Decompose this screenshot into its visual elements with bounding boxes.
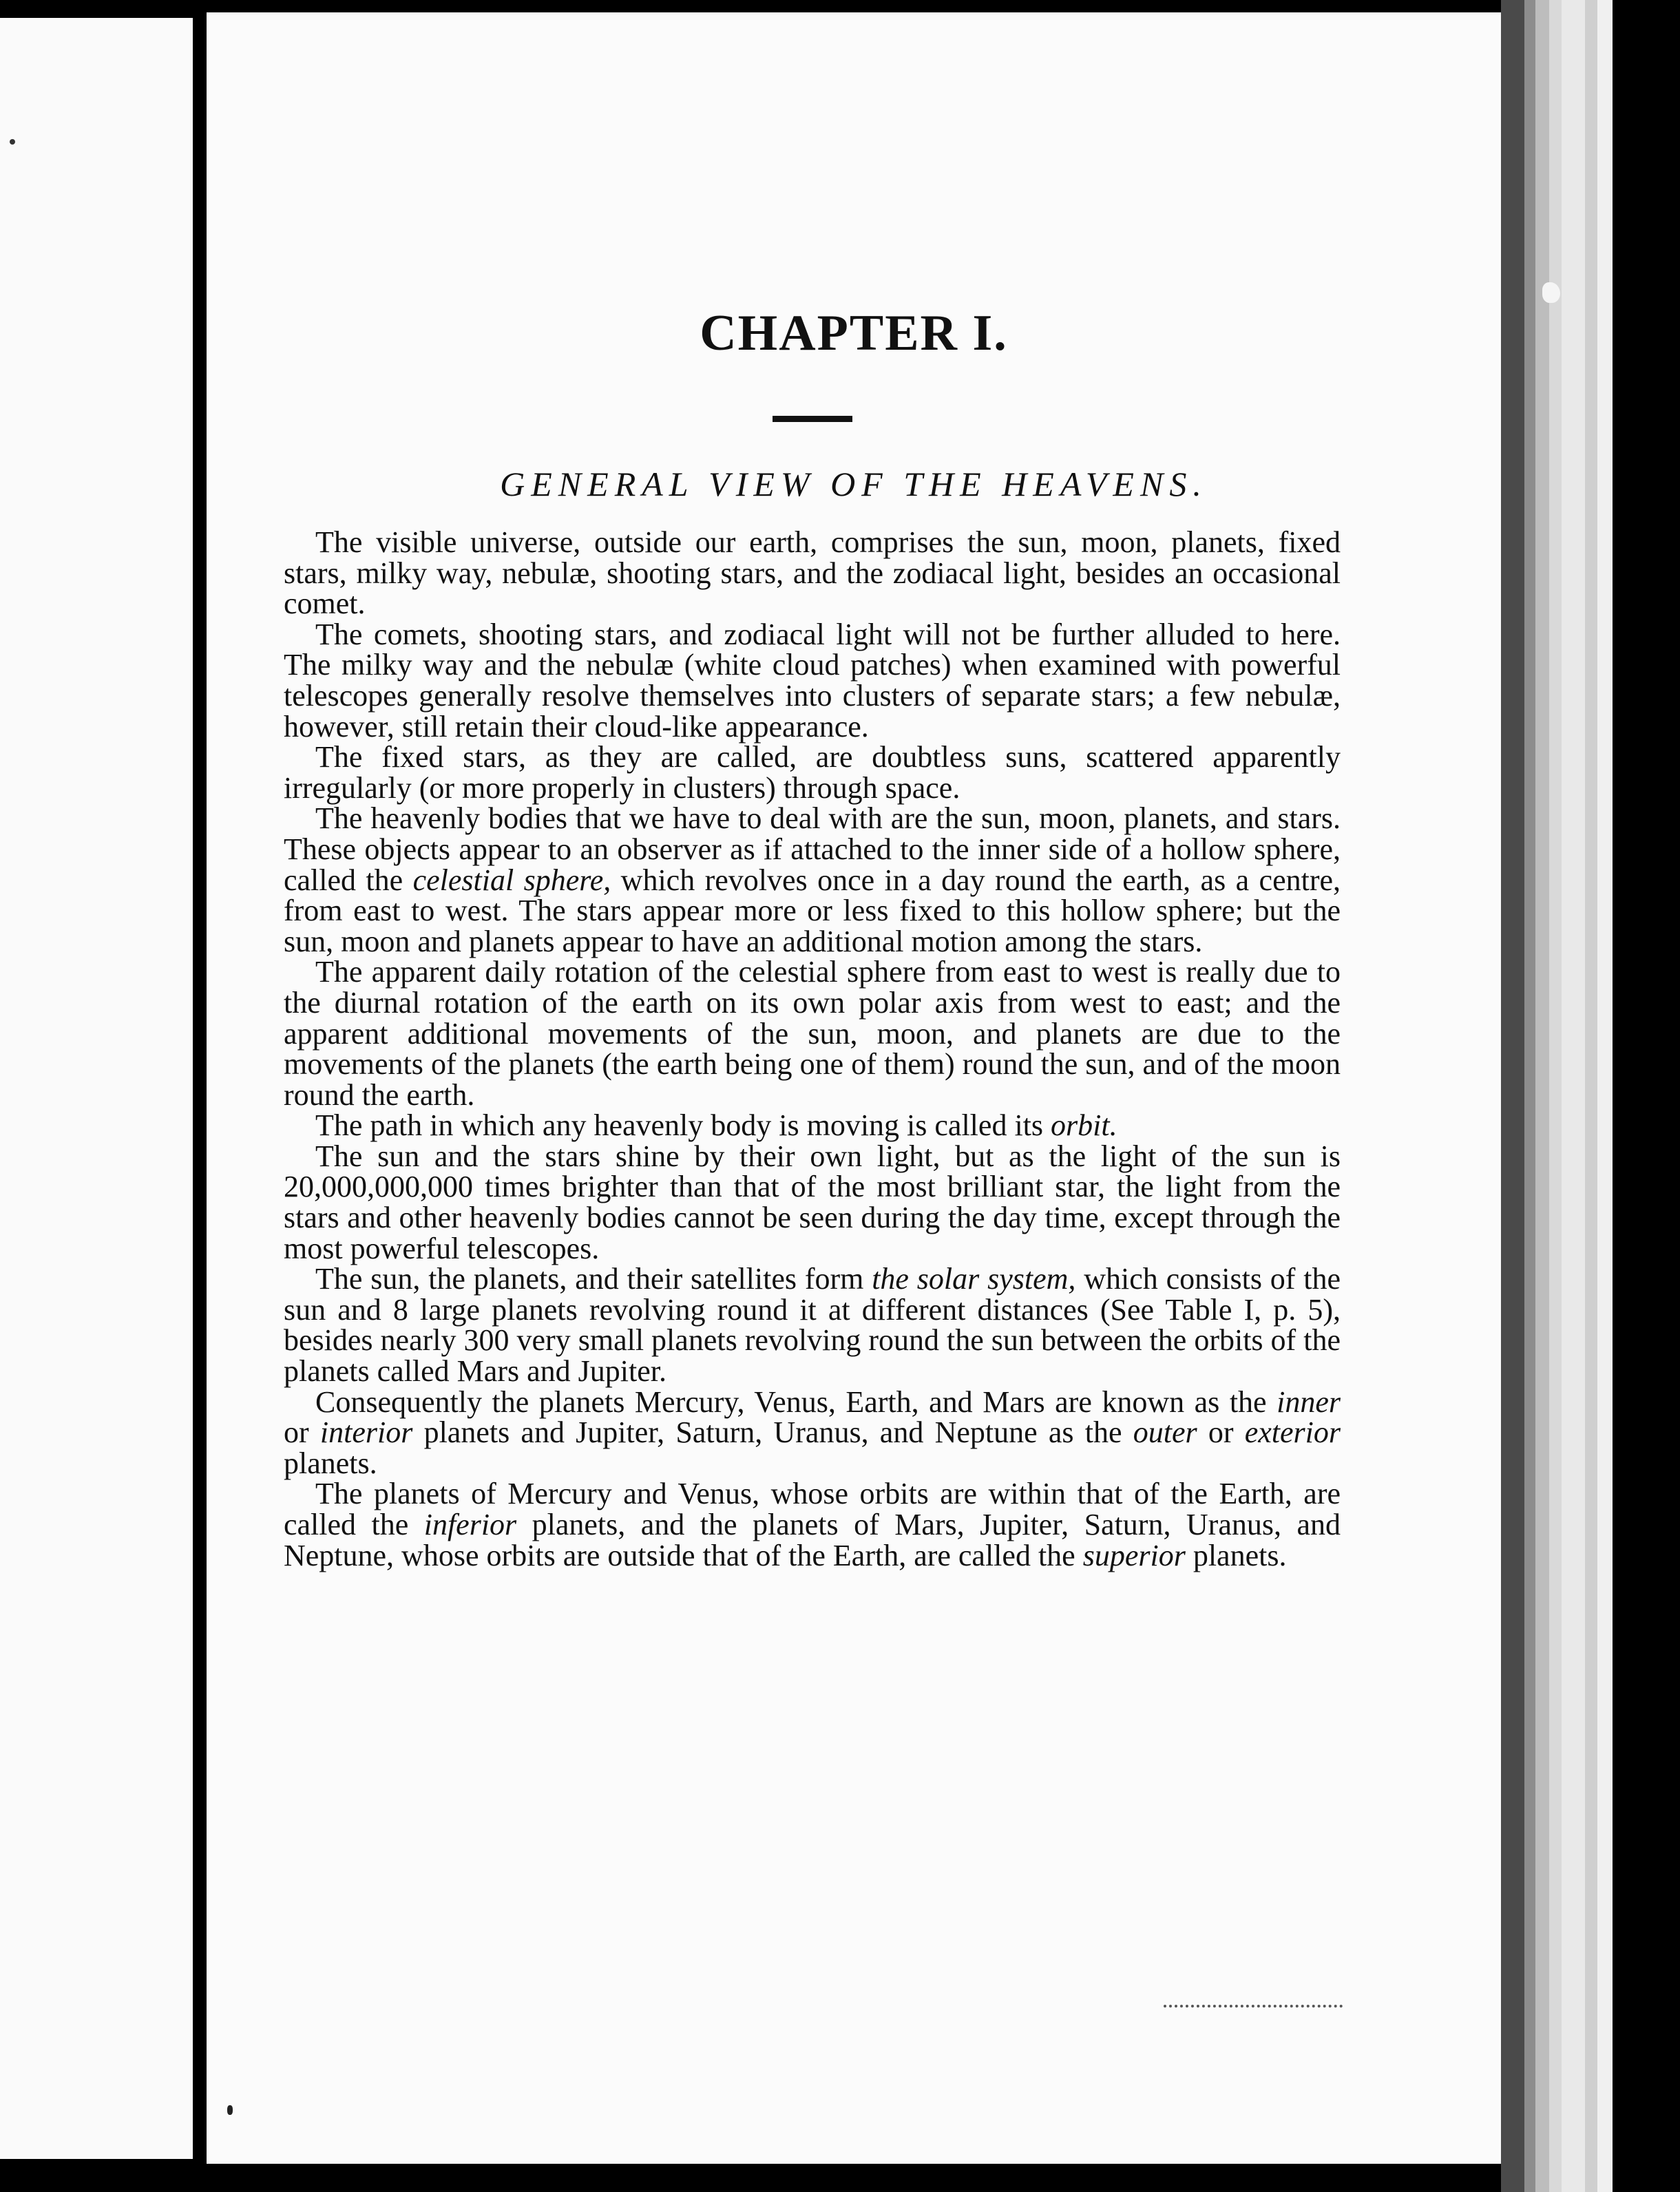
italic-term: superior: [1082, 1538, 1186, 1572]
chapter-title: CHAPTER I.: [700, 305, 1008, 361]
paragraph: The planets of Mercury and Venus, whose orbits are within that of the Earth, are called the inferior planets, and the planets of Mars, Jupiter, Saturn, Uranus, and Neptune, whose orbits are outside that of the Earth, are called the superior planets.: [284, 1477, 1341, 1572]
paragraph: The path in which any heavenly body is moving is called its orbit.: [315, 1108, 1117, 1143]
italic-term: outer: [1133, 1415, 1197, 1450]
page-edge: [1524, 0, 1535, 2192]
italic-term: inner: [1277, 1384, 1341, 1419]
paper-speck: [1542, 282, 1560, 303]
italic-term: interior: [319, 1415, 413, 1450]
italic-term: orbit.: [1051, 1108, 1117, 1143]
paragraph: The visible universe, outside our earth, comprises the sun, moon, planets, fixed stars, milky way, nebulæ, shooting stars, and the zodiacal light, besides an occasional comet.: [284, 525, 1341, 621]
page-edge: [1549, 0, 1562, 2192]
paragraph: The heavenly bodies that we have to deal with are the sun, moon, planets, and stars. These objects appear to an observer as if attached to the inner side of a hollow sphere, called the celestial sphere, which revolves once in a day round the earth, as a centre, from east to west. The stars appear more or less fixed to this hollow sphere; but the sun, moon and planets appear to have an additional motion among the stars.: [284, 801, 1341, 958]
page-edge: [1585, 0, 1597, 2192]
italic-term: the solar system,: [872, 1262, 1076, 1296]
paragraph: Consequently the planets Mercury, Venus, Earth, and Mars are known as the inner or interior planets and Jupiter, Saturn, Uranus, and Neptune as the outer or exterior planets.: [284, 1384, 1341, 1480]
italic-term: celestial sphere,: [412, 863, 611, 897]
page-edge: [1501, 0, 1524, 2192]
page-edge: [1535, 0, 1549, 2192]
paragraph: The comets, shooting stars, and zodiacal light will not be further alluded to here. The milky way and the nebulæ (white cloud patches) when examined with powerful telescopes generally resolve themselves into clusters of separate stars; a few nebulæ, however, still retain their cloud-like appearance.: [284, 617, 1341, 744]
title-rule: [773, 416, 852, 422]
page-mark: [227, 2105, 233, 2115]
paragraph: The fixed stars, as they are called, are doubtless suns, scattered apparently irregularly (or more properly in clusters) through space.: [284, 740, 1341, 805]
section-title: GENERAL VIEW OF THE HEAVENS.: [500, 465, 1208, 503]
facing-page: [0, 18, 193, 2159]
printer-mark: [1164, 2005, 1343, 2014]
paragraph: The sun, the planets, and their satellites form the solar system, which consists of the sun and 8 large planets revolving round it at different distances (See Table I, p. 5), besides nearly 300 very small planets revolving round the sun between the orbits of the planets called Mars and Jupiter.: [284, 1262, 1341, 1389]
paragraph: The apparent daily rotation of the celestial sphere from east to west is really due to the diurnal rotation of the earth on its own polar axis from west to east; and the apparent additional movements of the sun, moon, and planets are due to the movements of the planets (the earth being one of them) round the sun, and of the moon round the earth.: [284, 955, 1341, 1112]
paragraph: The sun and the stars shine by their own light, but as the light of the sun is 20,000,000,000 times brighter than that of the most brilliant star, the light from the stars and other heavenly bodies cannot be seen during the day time, except through the most powerful telescopes.: [284, 1139, 1341, 1265]
book-page: [207, 12, 1501, 2164]
italic-term: inferior: [423, 1508, 517, 1541]
page-edge: [1562, 0, 1585, 2192]
page-edge: [1597, 0, 1613, 2192]
scan-border: [1613, 0, 1680, 2192]
body-text: [284, 527, 1341, 1571]
page-mark: [10, 139, 15, 145]
italic-term: exterior: [1244, 1415, 1341, 1450]
